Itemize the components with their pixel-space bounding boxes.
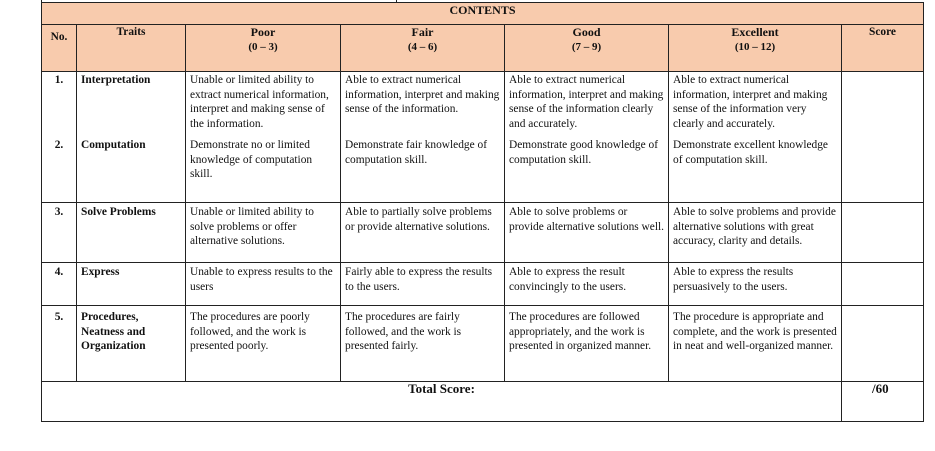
header-fair-label: Fair [411,25,434,39]
contents-header-row [42,3,924,25]
trait-procedures: Procedures, Neatness and Organization [77,306,186,382]
interpretation-excellent: Able to extract numerical information, interpret and making sense of the information very clearly and accurately. [673,74,828,130]
header-excellent-range: (10 – 12) [734,41,776,53]
contents-title: CONTENTS [42,3,924,25]
express-fair: Fairly able to express the results to the users. [341,263,505,306]
procedures-poor: The procedures are poorly followed, and the work is presented poorly. [186,306,341,382]
header-no: No. [42,25,77,72]
procedures-fair: The procedures are fairly followed, and the work is presented fairly. [341,306,505,382]
solve-problems-excellent: Able to solve problems and provide alternative solutions with great accuracy, clarity and details. [669,203,842,263]
column-header-row [42,25,924,72]
header-poor-label: Poor [250,25,276,39]
row-number-cell [42,72,77,203]
total-score-row [42,382,924,422]
trait-cell [77,72,186,203]
solve-problems-fair: Able to partially solve problems or provide alternative solutions. [341,203,505,263]
interpretation-good: Able to extract numerical information, interpret and making sense of the information clearly and accurately. [509,74,664,130]
solve-problems-poor: Unable or limited ability to solve problems or offer alternative solutions. [186,203,341,263]
trait-express: Express [77,263,186,306]
header-poor-range: (0 – 3) [248,41,278,53]
score-cell-4 [842,263,924,306]
trait-interpretation: Interpretation [81,74,151,86]
score-cell-5 [842,306,924,382]
header-poor [186,25,341,72]
excellent-cell [669,72,842,203]
header-score: Score [842,25,924,72]
header-good-label: Good [572,25,601,39]
express-excellent: Able to express the results persuasively to the users. [669,263,842,306]
total-score-label: Total Score: [42,382,842,422]
total-score-value: /60 [842,382,924,422]
computation-good: Demonstrate good knowledge of computation skill. [509,139,658,166]
header-excellent [669,25,842,72]
table-row-express [42,263,924,306]
interpretation-fair: Able to extract numerical information, interpret and making sense of the information. [345,74,500,116]
row-number-4: 4. [42,263,77,306]
solve-problems-good: Able to solve problems or provide alternative solutions well. [505,203,669,263]
procedures-excellent: The procedure is appropriate and complete, and the work is presented in neat and well-organized manner. [669,306,842,382]
table-row-solve-problems [42,203,924,263]
header-fair-range: (4 – 6) [407,41,438,53]
poor-cell [186,72,341,203]
score-cell-1-2 [842,72,924,203]
good-cell [505,72,669,203]
fair-cell [341,72,505,203]
rubric-table [41,2,924,422]
computation-poor: Demonstrate no or limited knowledge of computation skill. [190,139,313,181]
score-cell-3 [842,203,924,263]
computation-excellent: Demonstrate excellent knowledge of computation skill. [673,139,828,166]
express-poor: Unable to express results to the users [186,263,341,306]
header-good [505,25,669,72]
header-traits: Traits [77,25,186,72]
computation-fair: Demonstrate fair knowledge of computation skill. [345,139,488,166]
header-excellent-label: Excellent [731,25,779,39]
table-row-interpretation-computation [42,72,924,203]
header-fair [341,25,505,72]
row-number-2: 2. [54,139,64,151]
procedures-good: The procedures are followed appropriately, and the work is presented in organized manner. [505,306,669,382]
trait-solve-problems: Solve Problems [77,203,186,263]
row-number-5: 5. [42,306,77,382]
trait-computation: Computation [81,139,146,151]
table-row-procedures [42,306,924,382]
interpretation-poor: Unable or limited ability to extract numerical information, interpret and making sense of the information. [190,74,329,130]
row-number-1: 1. [54,74,64,86]
row-number-3: 3. [42,203,77,263]
express-good: Able to express the result convincingly to the users. [505,263,669,306]
header-good-range: (7 – 9) [571,41,602,53]
